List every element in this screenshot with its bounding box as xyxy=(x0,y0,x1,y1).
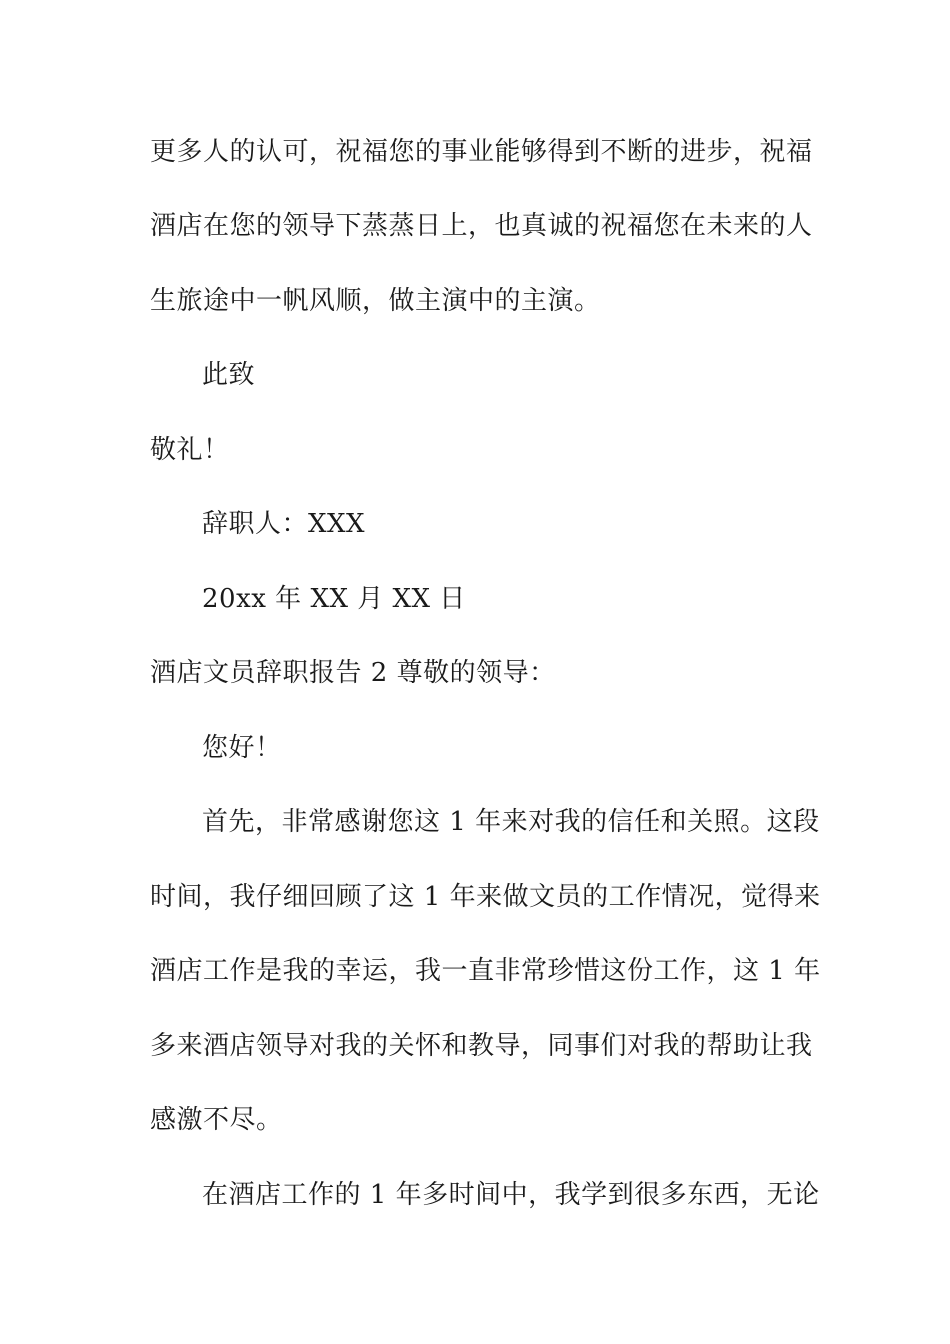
closing-salutation: 此致 xyxy=(202,360,256,390)
date-line: 20xx 年 XX 月 XX 日 xyxy=(202,584,466,614)
section-heading: 酒店文员辞职报告 2 尊敬的领导： xyxy=(150,658,556,688)
text-line: 感激不尽。 xyxy=(150,1105,283,1135)
text-line: 在酒店工作的 1 年多时间中，我学到很多东西，无论 xyxy=(202,1180,820,1210)
text-line: 时间，我仔细回顾了这 1 年来做文员的工作情况，觉得来 xyxy=(150,882,821,912)
text-line: 多来酒店领导对我的关怀和教导，同事们对我的帮助让我 xyxy=(150,1031,813,1061)
closing-regards: 敬礼！ xyxy=(150,435,230,465)
signature-line: 辞职人：XXX xyxy=(202,509,366,539)
text-line: 酒店在您的领导下蒸蒸日上，也真诚的祝福您在未来的人 xyxy=(150,211,813,241)
text-line: 酒店工作是我的幸运，我一直非常珍惜这份工作，这 1 年 xyxy=(150,956,821,986)
text-line: 首先，非常感谢您这 1 年来对我的信任和关照。这段 xyxy=(202,807,820,837)
text-line: 生旅途中一帆风顺，做主演中的主演。 xyxy=(150,286,601,316)
greeting: 您好！ xyxy=(202,733,282,763)
text-line: 更多人的认可，祝福您的事业能够得到不断的进步，祝福 xyxy=(150,137,813,167)
